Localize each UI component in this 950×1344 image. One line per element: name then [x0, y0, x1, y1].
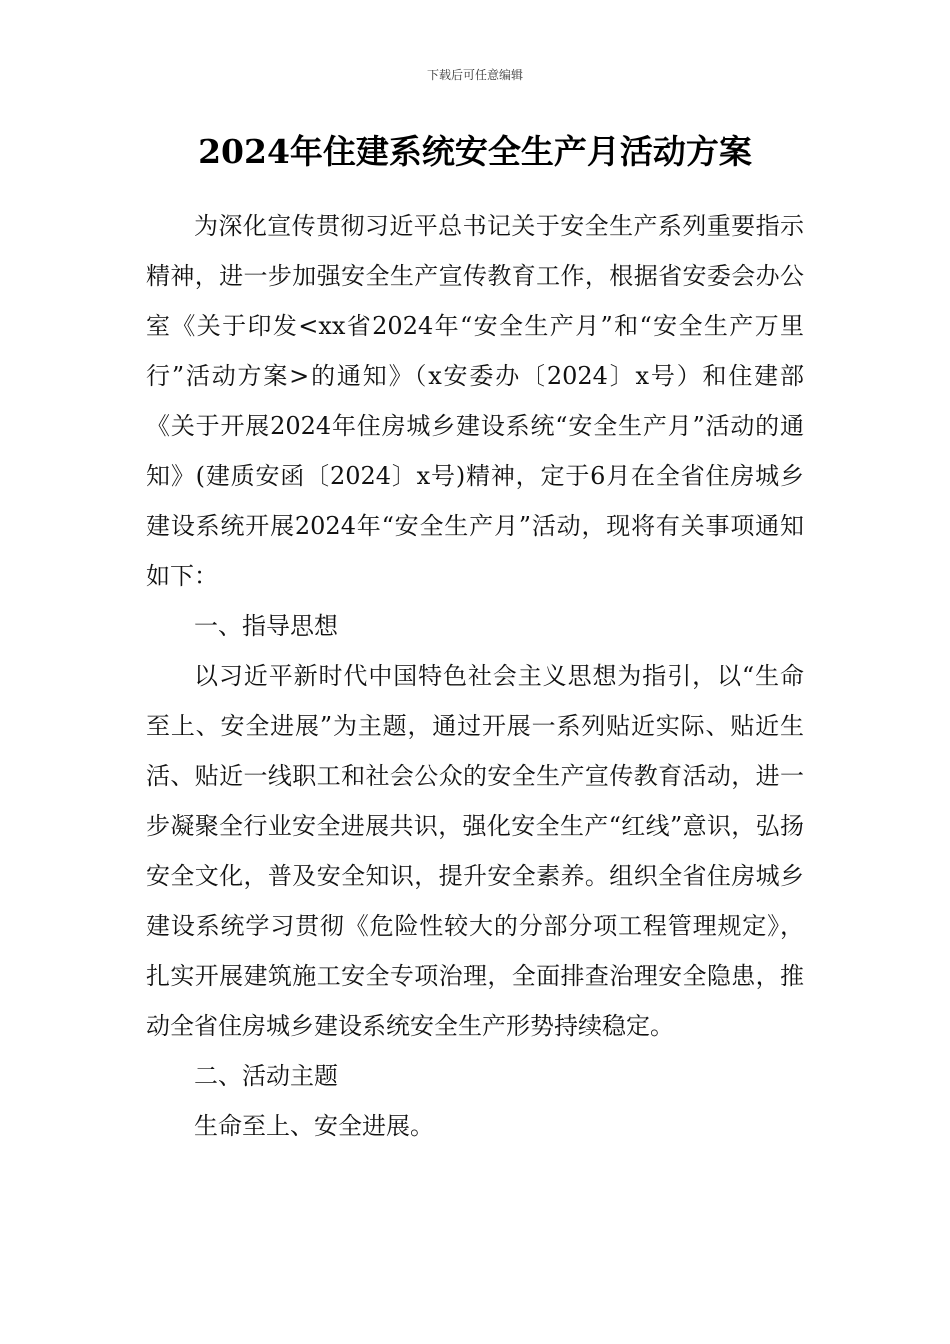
page-header-note: 下载后可任意编辑 [426, 68, 523, 82]
section-paragraph-guiding-ideology: 以习近平新时代中国特色社会主义思想为指引，以“生命至上、安全进展”为主题，通过开展一系列贴近实际、贴近生活、贴近一线职工和社会公众的安全生产宣传教育活动，进一步凝聚全行业安全进展共识，强化安全生产“红线”意识，弘扬安全文化，普及安全知识，提升安全素养。组织全省住房城乡建设系统学习贯彻《危险性较大的分部分项工程管理规定》，扎实开展建筑施工安全专项治理，全面排查治理安全隐患，推动全省住房城乡建设系统安全生产形势持续稳定。 [146, 662, 804, 1040]
document-title: 2024年住建系统安全生产月活动方案 [198, 132, 752, 171]
section-paragraph-activity-theme: 生命至上、安全进展。 [194, 1112, 434, 1140]
document-body [146, 201, 804, 1151]
section-heading-guiding-ideology: 一、指导思想 [194, 612, 338, 640]
intro-paragraph: 为深化宣传贯彻习近平总书记关于安全生产系列重要指示精神，进一步加强安全生产宣传教育工作，根据省安委会办公室《关于印发<xx省2024年“安全生产月”和“安全生产万里行”活动方案>的通知》（x安委办〔2024〕x号）和住建部《关于开展2024年住房城乡建设系统“安全生产月”活动的通知》(建质安函〔2024〕x号)精神，定于6月在全省住房城乡建设系统开展2024年“安全生产月”活动，现将有关事项通知如下： [146, 212, 804, 590]
section-heading-activity-theme: 二、活动主题 [194, 1062, 338, 1090]
